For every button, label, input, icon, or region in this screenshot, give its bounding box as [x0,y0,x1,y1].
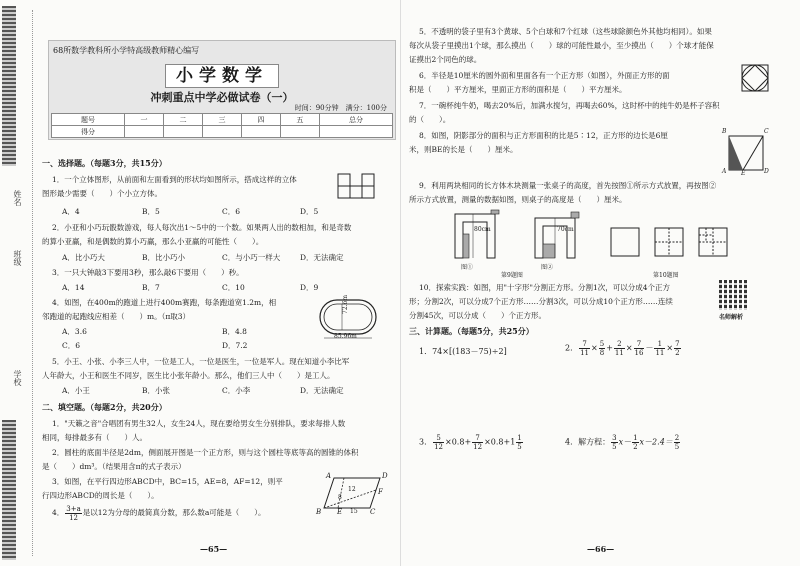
score-cell: 题号 [52,114,125,126]
qr-code-overlay [719,280,749,310]
q5-text-a: 5．小王、小张、小李三人中，一位是工人，一位是医生，一位是军人。现在知道小李比军 [52,357,350,366]
q4-option-c[interactable]: C．6 [62,341,81,350]
r8-label-e: E [741,170,746,177]
r10-figure-caption: 第10题图 [653,272,679,279]
q1-option-d[interactable]: D．5 [300,207,319,216]
calc-4-equation: 4．解方程： $\frac{3}{5}$ x－ $\frac{1}{2}$ x－2.4＝ $\frac{2}{5}$ [565,434,680,451]
f3-label-12: 12 [348,486,356,493]
f3-label-15: 15 [350,508,358,515]
q4-text-b: 邻跑道的起跑线应相差（ ）m。（π取3） [42,312,191,321]
q3-option-b[interactable]: B．7 [142,283,160,292]
r8-label-d: D [764,168,769,175]
score-input-cell[interactable] [203,126,242,138]
q4-track-width-label: 85.96m [334,333,357,340]
page-number-left: —65— [200,544,228,554]
calc-3: 3． $\frac{5}{12}$ ×0.8+ $\frac{7}{12}$ ×0.8+1 $\frac{1}{5}$ [419,434,522,451]
r10-square-figure [607,224,737,260]
page-number-right: —66— [587,544,615,554]
r9-text-b: 所示方式放置，测量的数据如图，则桌子的高度是（ ）厘米。 [409,195,627,204]
q2-option-a[interactable]: A．比小巧大 [62,253,105,262]
q1-text-a: 1．一个立体图形，从前面和左面看到的形状均如图所示，搭成这样的立体 [52,175,297,184]
r8-text-b: 米，则BE的长是（ ）厘米。 [409,145,518,154]
score-input-cell[interactable] [280,126,319,138]
q5-option-d[interactable]: D．无法确定 [300,386,344,395]
q1-cube-figure [338,172,378,202]
r9-text-a: 9．利用两块相同的长方体木块测量一张桌子的高度，首先按图①所示方式放置，再按图② [419,181,717,190]
f3-text-a: 3．如图，在平行四边形ABCD中，BC=15，AE=8，AF=12，则平 [52,477,283,486]
score-table-row [52,126,393,138]
score-table-row [52,114,393,126]
f3-label-d: D [382,472,388,480]
calc-1: 1．74×[(183－75)÷2] [419,347,507,356]
score-cell: 总分 [319,114,392,126]
exam-header [48,40,396,140]
q4-text-a: 4．如图，在400m的跑道上进行400m赛跑，每条跑道宽1.2m，相 [52,298,277,307]
exam-subtitle: 冲刺重点中学必做试卷（一） [150,91,294,104]
q3-text: 3．一只大钟敲3下要用3秒，那么敲6下要用（ ）秒。 [52,268,244,277]
q4-option-d[interactable]: D．7.2 [222,341,248,350]
section-3-title: 三、计算题。（每题5分，共25分） [409,326,534,336]
r6-text-a: 6．半径是10厘米的圆外面和里面各有一个正方形（如图），外面正方形的面 [419,71,670,80]
r10-text-c: 分割45次，可以分成（ ）个正方形。 [409,311,547,320]
r9-table-figure [451,208,601,264]
q3-option-d[interactable]: D．9 [300,283,319,292]
binding-label-school: 学校 [13,370,22,386]
q5-option-a[interactable]: A．小王 [62,386,90,395]
header-author-note: 68所数学教科所小学特高级教师精心编写 [53,46,200,55]
f3-label-a: A [326,472,332,480]
f3-label-b: B [316,508,322,516]
section-2-title: 二、填空题。（每题2分，共20分） [42,402,167,412]
q2-text-a: 2．小亚和小巧玩骰数游戏，每人每次出1～5中的一个数。如果两人出的数相加，和是奇数 [52,223,352,232]
binding-dotted-line [32,10,33,556]
q4-option-a[interactable]: A．3.6 [62,327,87,336]
score-input-cell[interactable] [241,126,280,138]
section-1-title: 一、选择题。（每题3分，共15分） [42,158,167,168]
f2-text-a: 2．圆柱的底面半径是2dm，侧面展开图是一个正方形，则与这个圆柱等底等高的圆锥的体积 [52,448,359,457]
q4-option-b[interactable]: B．4.8 [222,327,247,336]
q2-option-b[interactable]: B．比小巧小 [142,253,186,262]
q2-option-c[interactable]: C．与小巧一样大 [222,253,281,262]
score-cell: 一 [125,114,164,126]
r9-caption-1: 图① [461,264,474,271]
f3-text-b: 行四边形ABCD的周长是（ ）。 [42,491,159,500]
r5-text-b: 每次从袋子里摸出1个球，那么摸出（ ）球的可能性最小，至少摸出（ ）个球才能保 [409,41,714,50]
q1-option-b[interactable]: B．5 [142,207,160,216]
r10-text-a: 10．探索实践：如图，用"十字形"分割正方形。分割1次，可以分成4个正方 [419,283,670,292]
score-cell: 二 [164,114,203,126]
r7-text-b: 的（ ）。 [409,115,451,124]
right-page [400,0,800,566]
q3-option-c[interactable]: C．10 [222,283,245,292]
q2-text-b: 的算小亚赢，和是偶数的算小巧赢，那么小亚赢的可能性（ ）。 [42,237,264,246]
r5-text-a: 5．不透明的袋子里有3个黄球、5个白球和7个红球（这些球除颜色外其他均相同）。如果 [419,27,712,36]
binding-label-name: 姓名 [13,190,22,206]
r6-circle-square-figure [741,64,771,94]
binding-hatch-top [2,6,16,166]
q4-track-height-label: 72.6m [342,294,349,314]
q3-option-a[interactable]: A．14 [62,283,85,292]
f3-label-f: F [378,488,383,496]
q2-option-d[interactable]: D．无法确定 [300,253,344,262]
r5-text-c: 证摸出2个同色的球。 [409,55,482,64]
score-input-cell[interactable] [164,126,203,138]
f3-label-c: C [370,508,376,516]
binding-hatch-bottom [2,420,16,560]
f2-text-b: 是（ ）dm³。（结果用含π的式子表示） [42,462,186,471]
r8-label-b: B [722,128,727,135]
score-cell: 三 [203,114,242,126]
q5-option-b[interactable]: B．小张 [142,386,171,395]
q1-option-c[interactable]: C．6 [222,207,241,216]
exam-time: 时间：90分钟 满分：100分 [294,104,387,112]
score-cell: 得分 [52,126,125,138]
f4-text: 4． $\frac{3+a}{12}$ 是以12为分母的最简真分数，那么数a可能是（ ）。 [52,504,266,522]
binding-strip [0,0,40,566]
r10-text-b: 形；分割2次，可以分成7个正方形……分割3次，可以分成10个正方形……连续 [409,297,673,306]
exam-title: 小学数学 [49,61,395,86]
q1-option-a[interactable]: A．4 [62,207,80,216]
score-table [51,113,393,138]
f3-label-8: 8 [338,494,342,501]
calc-2: 2． $\frac{7}{11}$ × $\frac{5}{8}$ + $\frac{2}{11}$ × $\frac{7}{16}$ － $\frac{1}{11}$ × $\frac{7}{2}$ [565,340,680,357]
score-input-cell[interactable] [125,126,164,138]
r9-caption-2: 图② [541,264,554,271]
score-input-cell[interactable] [319,126,392,138]
r9-height-2: 70cm [557,226,574,233]
score-cell: 四 [241,114,280,126]
score-cell: 五 [280,114,319,126]
f4-fraction: $\frac{3+a}{12}$ [66,504,81,522]
r9-height-1: 80cm [474,226,491,233]
r9-figure-caption: 第9题图 [501,272,523,279]
r8-label-c: C [764,128,769,135]
r8-text-a: 8．如图，阴影部分的面积与正方形面积的比是5∶12，正方形的边长是6厘 [419,131,668,140]
q5-text-b: 人年龄大，小王和医生不同岁，医生比小张年龄小。那么，他们三人中（ ）是工人。 [42,371,335,380]
r7-text-a: 7．一碗杯纯牛奶，喝去20%后，加满水搅匀，再喝去60%，这时杯中的纯牛奶是杯子容积 [419,101,720,110]
q5-option-c[interactable]: C．小李 [222,386,251,395]
f1-text-a: 1．"天籁之音"合唱团有男生32人，女生24人，现在要给男女生分别排队，要求每排人数 [52,419,346,428]
f1-text-b: 相同，每排最多有（ ）人。 [42,433,147,442]
r8-label-a: A [722,168,727,175]
q1-text-b: 图形最少需要（ ）个小立方体。 [42,189,162,198]
r6-text-b: 积是（ ）平方厘米，里面正方形的面积是（ ）平方厘米。 [409,85,627,94]
qr-label: 名师解析 [719,314,744,321]
f3-label-e: E [337,508,343,516]
binding-label-class: 班级 [13,250,22,266]
